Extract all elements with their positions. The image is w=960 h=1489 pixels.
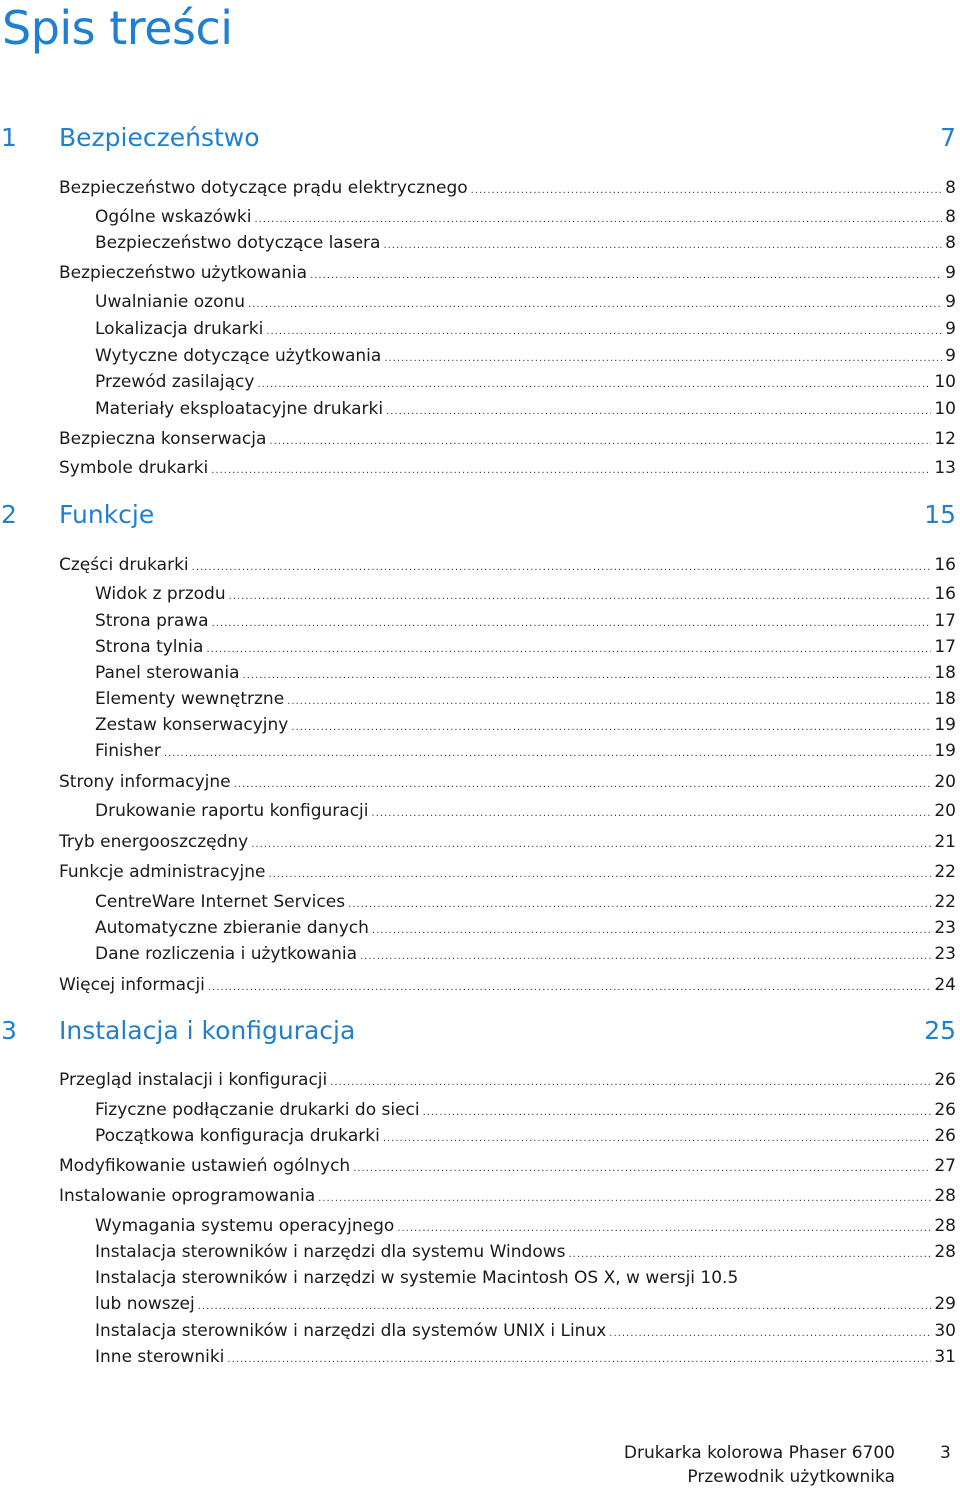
toc-entry-page: 28 <box>934 1242 956 1262</box>
dot-leader <box>397 1220 931 1238</box>
toc-entry[interactable] <box>95 799 956 823</box>
toc-entry[interactable] <box>95 582 956 606</box>
toc-entry[interactable] <box>95 344 956 368</box>
dot-leader <box>198 1298 932 1316</box>
dot-leader <box>227 1351 931 1369</box>
dot-leader <box>471 182 943 200</box>
dot-leader <box>609 1325 931 1343</box>
page-title: Spis treści <box>2 1 233 55</box>
toc-entry-label: Elementy wewnętrzne <box>95 689 285 709</box>
toc-entry-label: Widok z przodu <box>95 584 226 604</box>
chapter-number: 1 <box>1 123 17 152</box>
toc-entry[interactable] <box>59 261 956 285</box>
toc-entry-label: Funkcje administracyjne <box>59 862 266 882</box>
dot-leader <box>386 403 931 421</box>
toc-entry-page: 8 <box>945 178 956 198</box>
toc-entry-page: 26 <box>934 1070 956 1090</box>
toc-entry[interactable] <box>59 553 956 577</box>
dot-leader <box>212 615 932 633</box>
toc-entry-page: 9 <box>945 319 956 339</box>
dot-leader <box>266 323 942 341</box>
toc-entry-label: Przewód zasilający <box>95 372 255 392</box>
toc-entry[interactable] <box>59 1068 956 1092</box>
toc-entry[interactable] <box>59 176 956 200</box>
dot-leader <box>208 979 931 997</box>
toc-entry-page: 9 <box>945 346 956 366</box>
toc-entry[interactable] <box>59 860 956 884</box>
chapter-page: 15 <box>924 500 956 529</box>
dot-leader <box>383 1130 932 1148</box>
toc-entry-label: Wymagania systemu operacyjnego <box>95 1216 395 1236</box>
chapter-title: Instalacja i konfiguracja <box>59 1016 356 1045</box>
dot-leader <box>192 559 932 577</box>
toc-entry-label: Początkowa konfiguracja drukarki <box>95 1126 380 1146</box>
toc-entry-page: 18 <box>934 689 956 709</box>
toc-entry[interactable] <box>95 317 956 341</box>
dot-leader <box>348 896 931 914</box>
toc-entry-label: Bezpieczeństwo dotyczące prądu elektrycznego <box>59 178 468 198</box>
toc-entry-page: 29 <box>934 1294 956 1314</box>
toc-entry-page: 28 <box>934 1186 956 1206</box>
toc-entry[interactable] <box>59 456 956 480</box>
chapter-heading[interactable] <box>0 120 958 156</box>
toc-entry-label-first-line: Instalacja sterowników i narzędzi w systemie Macintosh OS X, w wersji 10.5 <box>95 1268 739 1288</box>
toc-entry-label: Tryb energooszczędny <box>59 832 249 852</box>
toc-entry-label: Instalacja sterowników i narzędzi dla systemów UNIX i Linux <box>95 1321 607 1341</box>
chapter-heading[interactable] <box>0 1013 958 1049</box>
toc-entry-page: 10 <box>934 372 956 392</box>
toc-entry-page: 17 <box>934 611 956 631</box>
toc-entry-label: Materiały eksploatacyjne drukarki <box>95 399 384 419</box>
dot-leader <box>372 805 932 823</box>
toc-entry-page: 22 <box>934 862 956 882</box>
toc-entry[interactable] <box>59 1184 956 1208</box>
toc-entry[interactable] <box>95 1319 956 1343</box>
toc-entry-label: Części drukarki <box>59 555 189 575</box>
toc-entry-page: 9 <box>945 292 956 312</box>
toc-entry[interactable] <box>95 661 956 685</box>
dot-leader <box>243 667 932 685</box>
toc-entry-label: Uwalnianie ozonu <box>95 292 246 312</box>
toc-entry-label: Przegląd instalacji i konfiguracji <box>59 1070 328 1090</box>
dot-leader <box>569 1246 932 1264</box>
toc-entry[interactable] <box>59 1154 956 1178</box>
toc-entry-page: 8 <box>945 207 956 227</box>
toc-entry-page: 26 <box>934 1126 956 1146</box>
toc-entry-page: 20 <box>934 772 956 792</box>
chapter-page: 7 <box>940 123 956 152</box>
toc-entry-page: 30 <box>934 1321 956 1341</box>
toc-entry-label: Strona prawa <box>95 611 209 631</box>
dot-leader <box>206 641 931 659</box>
toc-entry[interactable] <box>95 1098 956 1122</box>
toc-entry[interactable] <box>95 1124 956 1148</box>
toc-entry-label: CentreWare Internet Services <box>95 892 346 912</box>
dot-leader <box>268 866 931 884</box>
toc-entry-label: Dane rozliczenia i użytkowania <box>95 944 358 964</box>
toc-entry-label: Modyfikowanie ustawień ogólnych <box>59 1156 351 1176</box>
dot-leader <box>330 1074 931 1092</box>
dot-leader <box>229 588 932 606</box>
chapter-page: 25 <box>924 1016 956 1045</box>
toc-entry-page: 9 <box>945 263 956 283</box>
dot-leader <box>251 836 931 854</box>
toc-entry[interactable] <box>95 687 956 711</box>
dot-leader <box>211 462 931 480</box>
toc-entry[interactable] <box>95 370 956 394</box>
chapter-title: Bezpieczeństwo <box>59 123 260 152</box>
toc-entry-label: Panel sterowania <box>95 663 240 683</box>
toc-entry[interactable] <box>95 1214 956 1238</box>
toc-entry-label: Drukowanie raportu konfiguracji <box>95 801 369 821</box>
toc-entry-label: Fizyczne podłączanie drukarki do sieci <box>95 1100 420 1120</box>
toc-entry[interactable] <box>95 916 956 940</box>
toc-entry-page: 21 <box>934 832 956 852</box>
toc-entry-label: Bezpieczeństwo użytkowania <box>59 263 308 283</box>
toc-entry-label: Strona tylnia <box>95 637 204 657</box>
dot-leader <box>257 376 931 394</box>
toc-entry-page: 13 <box>934 458 956 478</box>
footer-guide: Przewodnik użytkownika <box>687 1467 895 1487</box>
toc-entry-page: 18 <box>934 663 956 683</box>
dot-leader <box>423 1104 932 1122</box>
toc-entry-label: Strony informacyjne <box>59 772 231 792</box>
toc-entry[interactable] <box>95 713 956 737</box>
toc-entry-label: Inne sterowniki <box>95 1347 225 1367</box>
toc-entry-label: Ogólne wskazówki <box>95 207 252 227</box>
toc-entry[interactable] <box>95 739 956 763</box>
toc-entry[interactable] <box>95 890 956 914</box>
toc-entry[interactable] <box>95 1268 956 1316</box>
toc-entry-page: 23 <box>934 918 956 938</box>
dot-leader <box>254 211 942 229</box>
toc-entry[interactable] <box>95 397 956 421</box>
toc-entry[interactable] <box>95 1240 956 1264</box>
toc-entry-page: 16 <box>934 555 956 575</box>
toc-entry-label: Instalowanie oprogramowania <box>59 1186 316 1206</box>
toc-entry[interactable] <box>59 770 956 794</box>
dot-leader <box>269 433 931 451</box>
dot-leader <box>287 693 931 711</box>
dot-leader <box>383 237 942 255</box>
toc-entry-page: 19 <box>934 741 956 761</box>
toc-entry-page: 17 <box>934 637 956 657</box>
toc-entry-label: Lokalizacja drukarki <box>95 319 264 339</box>
toc-entry-page: 16 <box>934 584 956 604</box>
toc-entry-label: lub nowszej <box>95 1294 195 1314</box>
toc-entry-label: Więcej informacji <box>59 975 205 995</box>
toc-entry-page: 10 <box>934 399 956 419</box>
toc-entry-page: 12 <box>934 429 956 449</box>
chapter-number: 3 <box>1 1016 17 1045</box>
toc-entry[interactable] <box>95 231 956 255</box>
dot-leader <box>164 745 932 763</box>
dot-leader <box>353 1160 931 1178</box>
toc-entry-page: 19 <box>934 715 956 735</box>
toc-entry-label: Bezpieczeństwo dotyczące lasera <box>95 233 381 253</box>
chapter-title: Funkcje <box>59 500 155 529</box>
dot-leader <box>234 776 932 794</box>
footer-product: Drukarka kolorowa Phaser 6700 <box>623 1443 895 1463</box>
chapter-heading[interactable] <box>0 497 958 533</box>
toc-entry-label: Wytyczne dotyczące użytkowania <box>95 346 382 366</box>
toc-entry[interactable] <box>95 609 956 633</box>
toc-entry-label: Zestaw konserwacyjny <box>95 715 289 735</box>
toc-entry-page: 26 <box>934 1100 956 1120</box>
toc-entry-label: Bezpieczna konserwacja <box>59 429 267 449</box>
toc-entry[interactable] <box>95 290 956 314</box>
dot-leader <box>310 267 942 285</box>
toc-entry-page: 22 <box>934 892 956 912</box>
toc-entry[interactable] <box>59 973 956 997</box>
dot-leader <box>248 296 942 314</box>
toc-entry[interactable] <box>95 942 956 966</box>
toc-entry[interactable] <box>95 205 956 229</box>
toc-entry-label: Finisher <box>95 741 161 761</box>
toc-entry-page: 8 <box>945 233 956 253</box>
toc-entry[interactable] <box>95 635 956 659</box>
toc-entry-page: 31 <box>934 1347 956 1367</box>
toc-entry[interactable] <box>59 427 956 451</box>
toc-entry-page: 24 <box>934 975 956 995</box>
dot-leader <box>318 1190 931 1208</box>
chapter-number: 2 <box>1 500 17 529</box>
toc-entry-page: 28 <box>934 1216 956 1236</box>
dot-leader <box>384 350 942 368</box>
dot-leader <box>360 948 931 966</box>
toc-entry-page: 23 <box>934 944 956 964</box>
footer-page-number: 3 <box>940 1443 951 1463</box>
toc-entry-label: Symbole drukarki <box>59 458 209 478</box>
toc-entry-label: Instalacja sterowników i narzędzi dla systemu Windows <box>95 1242 566 1262</box>
toc-entry[interactable] <box>59 830 956 854</box>
dot-leader <box>291 719 931 737</box>
toc-entry-page: 20 <box>934 801 956 821</box>
toc-entry-label: Automatyczne zbieranie danych <box>95 918 369 938</box>
toc-entry[interactable] <box>95 1345 956 1369</box>
page-footer <box>560 1441 895 1489</box>
toc-entry-page: 27 <box>934 1156 956 1176</box>
dot-leader <box>372 922 931 940</box>
